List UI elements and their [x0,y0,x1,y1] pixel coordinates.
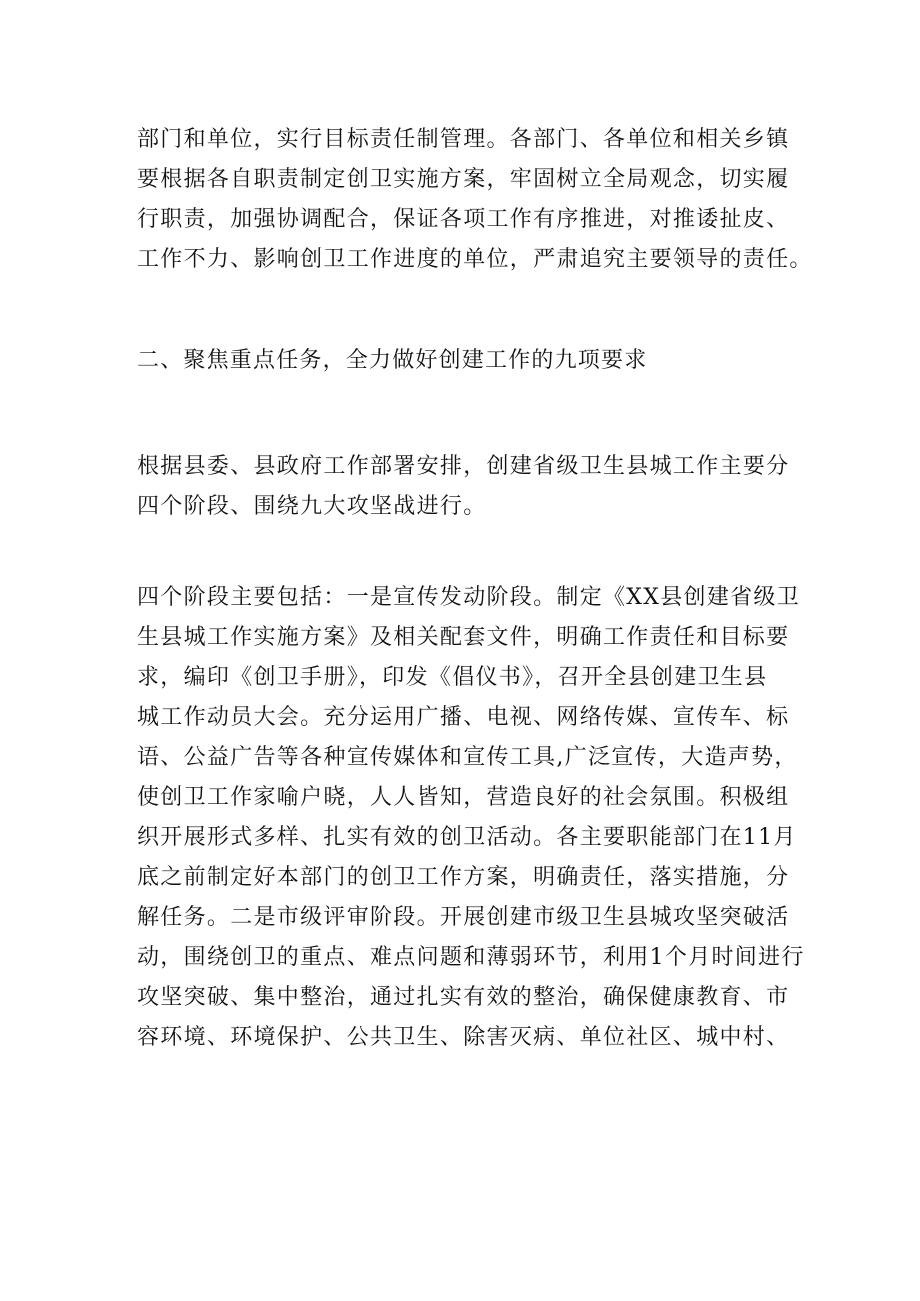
text-line: 工作不力、影响创卫工作进度的单位，严肃追究主要领导的责任。 [137,247,813,272]
text-line: 城工作动员大会。充分运用广播、电视、网络传媒、宣传车、标 [137,705,790,730]
section-heading: 二、聚焦重点任务，全力做好创建工作的九项要求 [137,348,648,373]
text-line: 动，围绕创卫的重点、难点问题和薄弱环节，利用1个月时间进行 [137,945,805,970]
text-line: 语、公益广告等各种宣传媒体和宣传工具,广泛宣传，大造声势， [137,745,798,770]
text-line: 部门和单位，实行目标责任制管理。各部门、各单位和相关乡镇 [137,127,790,152]
text-line: 生县城工作实施方案》及相关配套文件，明确工作责任和目标要 [137,625,790,650]
text-line: 四个阶段、围绕九大攻坚战进行。 [137,494,487,519]
text-line: 底之前制定好本部门的创卫工作方案，明确责任，落实措施，分 [137,865,790,890]
text-line: 行职责，加强协调配合，保证各项工作有序推进，对推诿扯皮、 [137,207,790,232]
text-line: 使创卫工作家喻户晓，人人皆知，营造良好的社会氛围。积极组 [137,785,790,810]
text-line: 解任务。二是市级评审阶段。开展创建市级卫生县城攻坚突破活 [137,905,790,930]
text-line: 织开展形式多样、扎实有效的创卫活动。各主要职能部门在11月 [137,825,797,850]
text-line: 求，编印《创卫手册》，印发《倡仪书》，召开全县创建卫生县 [137,665,768,690]
text-line: 容环境、环境保护、公共卫生、除害灭病、单位社区、城中村、 [137,1025,790,1050]
text-line: 根据县委、县政府工作部署安排，创建省级卫生县城工作主要分 [137,454,790,479]
text-line: 攻坚突破、集中整治，通过扎实有效的整治，确保健康教育、市 [137,985,790,1010]
text-line: 四个阶段主要包括：一是宣传发动阶段。制定《XX县创建省级卫 [137,585,801,610]
text-line: 要根据各自职责制定创卫实施方案，牢固树立全局观念，切实履 [137,167,790,192]
